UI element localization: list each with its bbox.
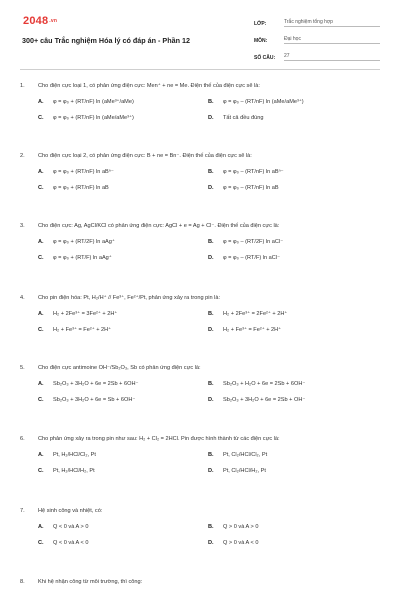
question-number: 5. <box>20 365 25 371</box>
option-d[interactable] <box>208 114 378 122</box>
option-letter: D. <box>208 115 214 121</box>
option-letter: C. <box>38 115 44 121</box>
question-5 <box>20 364 385 404</box>
option-text: H₂ + Fe³⁺ = Fe²⁺ + 2H⁺ <box>223 327 282 333</box>
option-letter: A. <box>38 239 44 245</box>
question-stem: Cho điện cực loại 2, có phản ứng điện cực: B + ne = Bn⁻. Điện thế của điện cực sẽ là: <box>38 153 252 159</box>
question-stem: Cho điện cực: Ag, AgCl/KCl có phản ứng điện cực: AgCl + e = Ag + Cl⁻. Điện thế của điện cực là: <box>38 223 280 229</box>
option-b[interactable] <box>208 310 378 318</box>
option-row <box>20 184 385 192</box>
option-text: φ = φ₀ + (RT/nF) ln aB <box>53 185 109 191</box>
option-row <box>20 238 385 246</box>
option-text: Q < 0 và A > 0 <box>53 524 89 530</box>
question-1 <box>20 82 385 122</box>
option-d[interactable] <box>208 396 378 404</box>
option-b[interactable] <box>208 238 378 246</box>
option-d[interactable] <box>208 467 378 475</box>
option-text: φ = φ₀ + (RT/2F) ln aAg⁺ <box>53 239 115 245</box>
option-text: H₂ + 2Fe³⁺ = 3Fe²⁺ + 2H⁺ <box>53 311 118 317</box>
question-number: 6. <box>20 436 25 442</box>
document-title: 300+ câu Trắc nghiệm Hóa lý có đáp án - Phần 12 <box>22 36 190 45</box>
option-row <box>20 326 385 334</box>
option-a[interactable] <box>38 238 208 246</box>
option-letter: B. <box>208 524 214 530</box>
document-meta <box>254 14 380 65</box>
meta-label: SỐ CÂU: <box>254 55 276 61</box>
option-c[interactable] <box>38 114 208 122</box>
meta-label: MÔN: <box>254 38 268 44</box>
option-row <box>20 380 385 388</box>
option-d[interactable] <box>208 539 378 547</box>
option-b[interactable] <box>208 380 378 388</box>
question-text <box>20 294 385 302</box>
logo-suffix-text: .vn <box>49 18 58 24</box>
option-letter: D. <box>208 327 214 333</box>
question-text <box>20 152 385 160</box>
option-row <box>20 168 385 176</box>
option-text: Tất cả đều đúng <box>223 115 264 121</box>
option-d[interactable] <box>208 184 378 192</box>
option-letter: D. <box>208 255 214 261</box>
option-text: φ = φ₀ + (RT/F) ln aAg⁺ <box>53 255 112 261</box>
question-number: 4. <box>20 295 25 301</box>
option-c[interactable] <box>38 467 208 475</box>
option-letter: D. <box>208 468 214 474</box>
question-stem: Cho điện cực loại 1, có phản ứng điện cực: Men⁺ + ne = Me. Điện thế của điện cực sẽ là: <box>38 83 260 89</box>
option-text: φ = φ₀ + (RT/nF) ln aBⁿ⁻ <box>53 169 114 175</box>
option-text: Pt, Cl₂/HCl/Cl₂, Pt <box>223 452 268 458</box>
option-text: φ = φ₀ – (RT/nF) ln aB <box>223 185 279 191</box>
option-text: Q > 0 và A > 0 <box>223 524 259 530</box>
option-letter: B. <box>208 239 214 245</box>
question-stem: Cho phản ứng xảy ra trong pin như sau: H₂ + Cl₂ = 2HCl. Pin được hình thành từ các điện cực là: <box>38 436 280 442</box>
option-text: φ = φ₀ + (RT/nF) ln (aMe/aMe³⁺) <box>53 115 134 121</box>
option-text: Sb₂O₃ + H₂O + 6e = 2Sb + 6OH⁻ <box>223 381 306 387</box>
meta-row-subject <box>254 31 380 44</box>
question-2 <box>20 152 385 192</box>
question-text <box>20 82 385 90</box>
option-letter: A. <box>38 381 44 387</box>
option-row <box>20 523 385 531</box>
option-text: Sb₂O₃ + 3H₂O + 6e = 2Sb + OH⁻ <box>223 397 306 403</box>
option-text: Q > 0 và A < 0 <box>223 540 259 546</box>
option-c[interactable] <box>38 184 208 192</box>
option-letter: D. <box>208 185 214 191</box>
question-number: 7. <box>20 508 25 514</box>
question-number: 1. <box>20 83 25 89</box>
option-letter: D. <box>208 540 214 546</box>
option-text: H₂ + Fe³⁺ = Fe²⁺ + 2H⁺ <box>53 327 112 333</box>
option-letter: A. <box>38 169 44 175</box>
option-d[interactable] <box>208 254 378 262</box>
question-text <box>20 435 385 443</box>
option-text: φ = φ₀ – (RT/nF) ln aBⁿ⁻ <box>223 169 284 175</box>
question-text <box>20 578 385 586</box>
meta-value: 27 <box>284 53 380 61</box>
option-text: H₂ + 2Fe³⁺ = 2Fe²⁺ + 2H⁺ <box>223 311 288 317</box>
option-a[interactable] <box>38 380 208 388</box>
option-letter: C. <box>38 185 44 191</box>
option-letter: C. <box>38 468 44 474</box>
option-text: Q < 0 và A < 0 <box>53 540 89 546</box>
question-6 <box>20 435 385 475</box>
question-text <box>20 507 385 515</box>
option-text: Sb₂O₃ + 3H₂O + 6e = 2Sb + 6OH⁻ <box>53 381 139 387</box>
option-text: Pt, Cl₂/HCl/H₂, Pt <box>223 468 266 474</box>
option-letter: B. <box>208 169 214 175</box>
option-letter: A. <box>38 99 44 105</box>
option-c[interactable] <box>38 396 208 404</box>
question-text <box>20 222 385 230</box>
option-letter: B. <box>208 381 214 387</box>
option-text: φ = φ₀ – (RT/F) ln aCl⁻ <box>223 255 281 261</box>
option-a[interactable] <box>38 451 208 459</box>
option-b[interactable] <box>208 168 378 176</box>
option-letter: A. <box>38 524 44 530</box>
option-c[interactable] <box>38 254 208 262</box>
meta-row-class <box>254 14 380 27</box>
meta-value: Trắc nghiệm tổng hợp <box>284 19 380 27</box>
question-number: 8. <box>20 579 25 585</box>
option-c[interactable] <box>38 539 208 547</box>
meta-label: LỚP: <box>254 21 267 27</box>
question-number: 2. <box>20 153 25 159</box>
option-letter: B. <box>208 99 214 105</box>
option-letter: C. <box>38 327 44 333</box>
option-row <box>20 310 385 318</box>
option-row <box>20 114 385 122</box>
question-stem: Khi hệ nhận công từ môi trường, thì công: <box>38 579 143 585</box>
site-logo[interactable] <box>23 15 57 27</box>
option-d[interactable] <box>208 326 378 334</box>
option-c[interactable] <box>38 326 208 334</box>
option-row <box>20 396 385 404</box>
question-stem: Cho điện cực antimoine OH⁻/Sb₂O₃, Sb có phản ứng điện cực là: <box>38 365 201 371</box>
option-letter: D. <box>208 397 214 403</box>
question-stem: Cho pin điện hóa: Pt, H₂/H⁺ // Fe³⁺, Fe²⁺/Pt, phản ứng xảy ra trong pin là: <box>38 295 221 301</box>
option-letter: B. <box>208 311 214 317</box>
meta-value: Đại học <box>284 36 380 44</box>
option-letter: C. <box>38 397 44 403</box>
option-a[interactable] <box>38 310 208 318</box>
option-a[interactable] <box>38 168 208 176</box>
header-divider <box>20 69 380 70</box>
option-row <box>20 98 385 106</box>
option-text: Pt, H₂/HCl/Cl₂, Pt <box>53 452 96 458</box>
option-row <box>20 254 385 262</box>
meta-row-count <box>254 48 380 61</box>
option-text: φ = φ₀ + (RT/nF) ln (aMe³⁺/aMe) <box>53 99 134 105</box>
option-text: φ = φ₀ – (RT/nF) ln (aMe/aMe³⁺) <box>223 99 304 105</box>
option-letter: C. <box>38 255 44 261</box>
option-row <box>20 451 385 459</box>
option-b[interactable] <box>208 98 378 106</box>
option-row <box>20 467 385 475</box>
option-row <box>20 539 385 547</box>
question-4 <box>20 294 385 334</box>
question-8 <box>20 578 385 586</box>
option-letter: A. <box>38 452 44 458</box>
question-3 <box>20 222 385 262</box>
logo-main-text: 2048 <box>23 15 49 27</box>
option-b[interactable] <box>208 451 378 459</box>
option-text: Sb₂O₃ + 3H₂O + 6e = Sb + 6OH⁻ <box>53 397 136 403</box>
option-b[interactable] <box>208 523 378 531</box>
option-letter: B. <box>208 452 214 458</box>
option-text: φ = φ₀ – (RT/2F) ln aCl⁻ <box>223 239 284 245</box>
option-letter: A. <box>38 311 44 317</box>
option-a[interactable] <box>38 98 208 106</box>
question-number: 3. <box>20 223 25 229</box>
question-text <box>20 364 385 372</box>
option-a[interactable] <box>38 523 208 531</box>
page-header <box>0 0 400 72</box>
question-7 <box>20 507 385 547</box>
option-text: Pt, H₂/HCl/H₂, Pt <box>53 468 95 474</box>
option-letter: C. <box>38 540 44 546</box>
question-stem: Hệ sinh công và nhiệt, có: <box>38 508 103 514</box>
